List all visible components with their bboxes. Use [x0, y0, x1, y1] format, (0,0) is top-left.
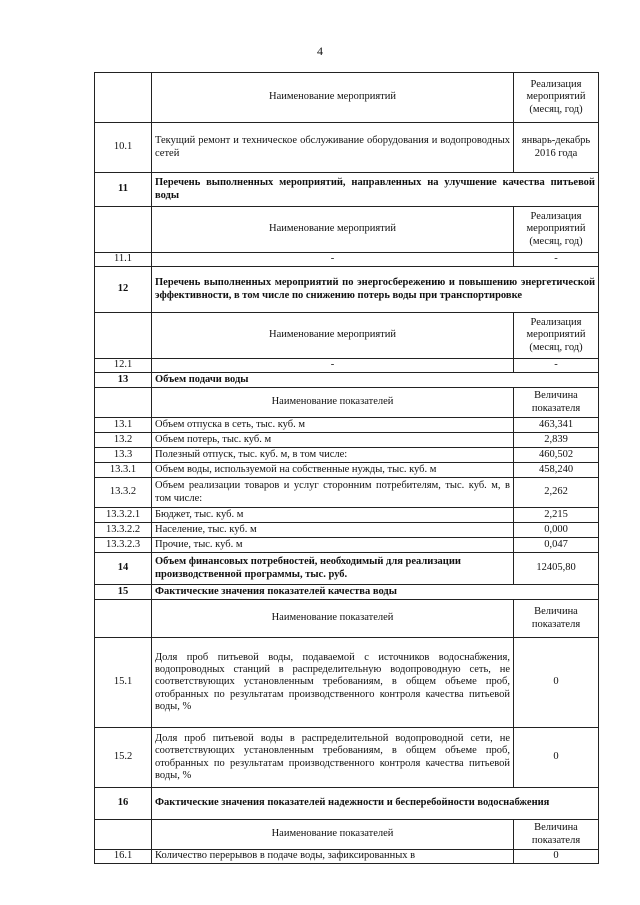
section-row [95, 553, 599, 585]
row-text: Полезный отпуск, тыс. куб. м, в том числе: [152, 448, 514, 463]
row-value-dash: - [514, 359, 599, 373]
row-text: Объем воды, используемой на собственные нужды, тыс. куб. м [152, 463, 514, 478]
header-num-cell [95, 207, 152, 253]
table-header-row [95, 207, 599, 253]
row-value: 458,240 [514, 463, 599, 478]
table-header-row [95, 313, 599, 359]
row-number: 11.1 [95, 253, 152, 267]
row-text: Количество перерывов в подаче воды, зафиксированных в [152, 850, 514, 864]
row-text: Объем реализации товаров и услуг сторонним потребителям, тыс. куб. м, в том числе: [152, 478, 514, 508]
section-number: 15 [95, 585, 152, 600]
section-title: Фактические значения показателей надежности и бесперебойности водоснабжения [152, 788, 599, 820]
row-value-dash: - [514, 253, 599, 267]
header-indicators-name: Наименование показателей [152, 388, 514, 418]
row-number: 13.3.1 [95, 463, 152, 478]
header-num-cell [95, 820, 152, 850]
section-title: Объем подачи воды [152, 373, 599, 388]
section-number: 11 [95, 173, 152, 207]
row-value: 0,047 [514, 538, 599, 553]
row-number: 13.3 [95, 448, 152, 463]
table-row [95, 123, 599, 173]
row-number: 13.3.2 [95, 478, 152, 508]
table-row [95, 728, 599, 788]
section-title: Объем финансовых потребностей, необходимый для реализации производственной программы, тыс. руб. [152, 553, 514, 585]
row-number: 13.3.2.1 [95, 508, 152, 523]
row-number: 10.1 [95, 123, 152, 173]
row-value: 460,502 [514, 448, 599, 463]
header-measures-impl: Реализация мероприятий (месяц, год) [514, 313, 599, 359]
header-measures-impl: Реализация мероприятий (месяц, год) [514, 73, 599, 123]
table-header-row [95, 600, 599, 638]
table-row [95, 538, 599, 553]
section-number: 13 [95, 373, 152, 388]
section-row [95, 585, 599, 600]
row-number: 15.1 [95, 638, 152, 728]
row-text: Доля проб питьевой воды в распределительной водопроводной сети, не соответствующих установленным требованиям, в общем объеме проб, отобранных по результатам производственного контроля качества питьевой воды, % [152, 728, 514, 788]
row-text: Население, тыс. куб. м [152, 523, 514, 538]
report-table [94, 72, 599, 864]
row-value: 2,839 [514, 433, 599, 448]
row-value: 2,262 [514, 478, 599, 508]
row-number: 12.1 [95, 359, 152, 373]
row-text: Объем потерь, тыс. куб. м [152, 433, 514, 448]
header-indicators-value: Величина показателя [514, 600, 599, 638]
header-num-cell [95, 600, 152, 638]
table-header-row [95, 388, 599, 418]
page-number: 4 [317, 44, 323, 58]
section-row [95, 267, 599, 313]
row-text: Бюджет, тыс. куб. м [152, 508, 514, 523]
header-measures-name: Наименование мероприятий [152, 207, 514, 253]
row-number: 16.1 [95, 850, 152, 864]
header-measures-impl: Реализация мероприятий (месяц, год) [514, 207, 599, 253]
row-text: Прочие, тыс. куб. м [152, 538, 514, 553]
section-number: 12 [95, 267, 152, 313]
table-row [95, 638, 599, 728]
section-number: 14 [95, 553, 152, 585]
header-measures-name: Наименование мероприятий [152, 313, 514, 359]
row-number: 13.1 [95, 418, 152, 433]
row-text: Текущий ремонт и техническое обслуживание оборудования и водопроводных сетей [152, 123, 514, 173]
table-row [95, 359, 599, 373]
row-value: 463,341 [514, 418, 599, 433]
section-number: 16 [95, 788, 152, 820]
row-number: 15.2 [95, 728, 152, 788]
header-indicators-name: Наименование показателей [152, 600, 514, 638]
table-row [95, 478, 599, 508]
row-value: 2,215 [514, 508, 599, 523]
section-title: Перечень выполненных мероприятий, направленных на улучшение качества питьевой воды [152, 173, 599, 207]
row-value: январь-декабрь 2016 года [514, 123, 599, 173]
row-text: Доля проб питьевой воды, подаваемой с источников водоснабжения, водопроводных станций в распределительную водопроводную сеть, не соответствующих установленным требованиям, в общем объеме проб, отобранных по результатам производственного контроля качества питьевой воды, % [152, 638, 514, 728]
table-row [95, 433, 599, 448]
row-text-dash: - [152, 253, 514, 267]
row-value: 0 [514, 850, 599, 864]
section-row [95, 173, 599, 207]
table-row [95, 508, 599, 523]
header-indicators-value: Величина показателя [514, 388, 599, 418]
row-text: Объем отпуска в сеть, тыс. куб. м [152, 418, 514, 433]
row-value: 0,000 [514, 523, 599, 538]
table-row [95, 448, 599, 463]
header-num-cell [95, 388, 152, 418]
table-header-row [95, 73, 599, 123]
row-value: 12405,80 [514, 553, 599, 585]
row-number: 13.2 [95, 433, 152, 448]
section-title: Перечень выполненных мероприятий по энергосбережению и повышению энергетической эффективности, в том числе по снижению потерь воды при транспортировке [152, 267, 599, 313]
row-value: 0 [514, 728, 599, 788]
row-text-dash: - [152, 359, 514, 373]
header-indicators-value: Величина показателя [514, 820, 599, 850]
table-row [95, 463, 599, 478]
table-header-row [95, 820, 599, 850]
header-indicators-name: Наименование показателей [152, 820, 514, 850]
table-row [95, 418, 599, 433]
table-row [95, 253, 599, 267]
header-measures-name: Наименование мероприятий [152, 73, 514, 123]
table-row [95, 523, 599, 538]
row-value: 0 [514, 638, 599, 728]
row-number: 13.3.2.3 [95, 538, 152, 553]
header-num-cell [95, 313, 152, 359]
row-number: 13.3.2.2 [95, 523, 152, 538]
section-title: Фактические значения показателей качества воды [152, 585, 599, 600]
table-row [95, 850, 599, 864]
section-row [95, 373, 599, 388]
section-row [95, 788, 599, 820]
header-num-cell [95, 73, 152, 123]
